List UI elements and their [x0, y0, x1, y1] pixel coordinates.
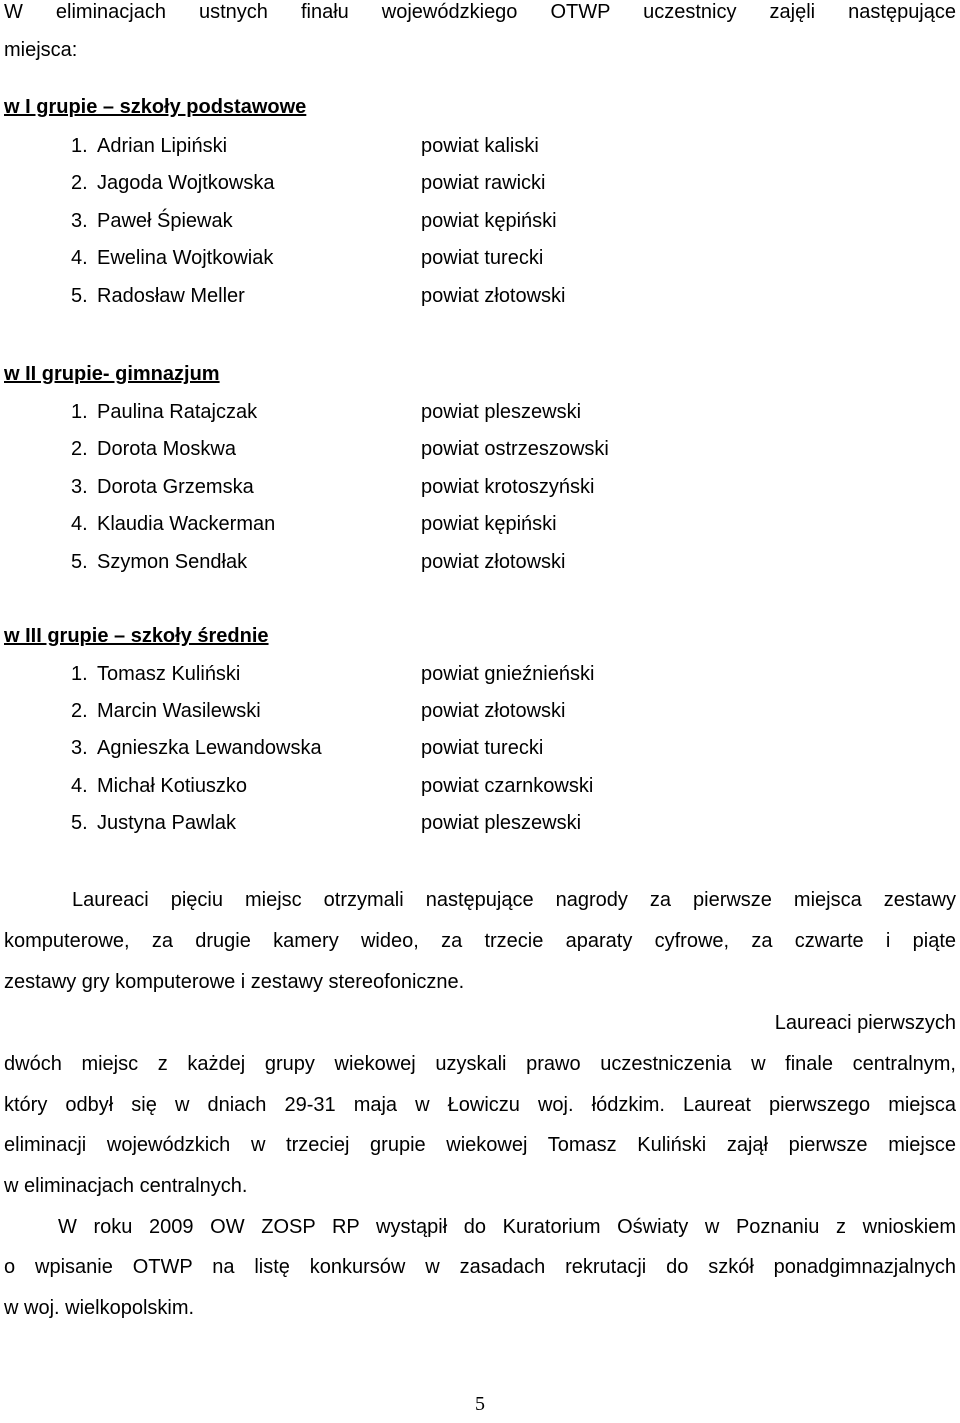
list-item — [0, 400, 960, 424]
place-number: 5. — [71, 285, 88, 307]
list-item — [0, 662, 960, 686]
list-item — [0, 209, 960, 233]
curatorium-line-3: w woj. wielkopolskim. — [4, 1297, 195, 1319]
place-number: 2. — [71, 438, 88, 460]
prizes-line-2: komputerowe, za drugie kamery wideo, za trzecie aparaty cyfrowe, za czwarte i piąte — [4, 930, 956, 952]
participant-county: powiat gnieźnieński — [421, 663, 595, 685]
participant-name: Radosław Meller — [97, 285, 245, 307]
participant-county: powiat kępiński — [421, 513, 557, 535]
list-item — [0, 246, 960, 270]
intro-line-1: W eliminacjach ustnych finału wojewódzkiego OTWP uczestnicy zajęli następujące — [4, 1, 956, 23]
curatorium-line-2: o wpisanie OTWP na listę konkursów w zasadach rekrutacji do szkół ponadgimnazjalnych — [4, 1256, 956, 1278]
list-item — [0, 512, 960, 536]
participant-county: powiat ostrzeszowski — [421, 438, 609, 460]
finals-line-3: który odbył się w dniach 29-31 maja w Łowiczu woj. łódzkim. Laureat pierwszego miejsca — [4, 1094, 956, 1116]
finals-line-1: Laureaci pierwszych — [774, 1012, 956, 1034]
list-item — [0, 284, 960, 308]
finals-line-4: eliminacji wojewódzkich w trzeciej grupie wiekowej Tomasz Kuliński zajął pierwsze miejsce — [4, 1134, 956, 1156]
group-2-heading: w II grupie- gimnazjum — [4, 363, 220, 385]
participant-name: Adrian Lipiński — [97, 135, 228, 157]
participant-county: powiat kępiński — [421, 210, 557, 232]
participant-county: powiat pleszewski — [421, 812, 582, 834]
place-number: 4. — [71, 775, 88, 797]
place-number: 3. — [71, 476, 88, 498]
group-3-heading: w III grupie – szkoły średnie — [4, 625, 269, 647]
participant-name: Ewelina Wojtkowiak — [97, 247, 274, 269]
intro-line-2: miejsca: — [4, 39, 78, 61]
participant-county: powiat turecki — [421, 247, 544, 269]
participant-name: Dorota Moskwa — [97, 438, 236, 460]
list-item — [0, 550, 960, 574]
curatorium-line-1: W roku 2009 OW ZOSP RP wystąpił do Kuratorium Oświaty w Poznaniu z wnioskiem — [58, 1216, 956, 1238]
participant-name: Dorota Grzemska — [97, 476, 254, 498]
list-item — [0, 736, 960, 760]
place-number: 1. — [71, 401, 88, 423]
participant-name: Michał Kotiuszko — [97, 775, 248, 797]
participant-name: Klaudia Wackerman — [97, 513, 276, 535]
place-number: 2. — [71, 172, 88, 194]
participant-name: Marcin Wasilewski — [97, 700, 261, 722]
list-item — [0, 475, 960, 499]
participant-name: Tomasz Kuliński — [97, 663, 241, 685]
place-number: 2. — [71, 700, 88, 722]
participant-name: Jagoda Wojtkowska — [97, 172, 275, 194]
participant-name: Szymon Sendłak — [97, 551, 248, 573]
prizes-line-3: zestawy gry komputerowe i zestawy stereofoniczne. — [4, 971, 465, 993]
participant-county: powiat czarnkowski — [421, 775, 594, 797]
place-number: 1. — [71, 663, 88, 685]
page-number: 5 — [475, 1393, 485, 1415]
place-number: 1. — [71, 135, 88, 157]
place-number: 5. — [71, 551, 88, 573]
place-number: 3. — [71, 210, 88, 232]
participant-county: powiat złotowski — [421, 700, 566, 722]
place-number: 4. — [71, 513, 88, 535]
participant-county: powiat turecki — [421, 737, 544, 759]
place-number: 3. — [71, 737, 88, 759]
place-number: 5. — [71, 812, 88, 834]
participant-name: Paulina Ratajczak — [97, 401, 258, 423]
participant-name: Paweł Śpiewak — [97, 210, 233, 232]
list-item — [0, 437, 960, 461]
place-number: 4. — [71, 247, 88, 269]
list-item — [0, 134, 960, 158]
participant-name: Justyna Pawlak — [97, 812, 236, 834]
participant-county: powiat krotoszyński — [421, 476, 595, 498]
prizes-line-1: Laureaci pięciu miejsc otrzymali następujące nagrody za pierwsze miejsca zestawy — [72, 889, 956, 911]
participant-county: powiat kaliski — [421, 135, 539, 157]
participant-county: powiat złotowski — [421, 285, 566, 307]
list-item — [0, 699, 960, 723]
finals-line-5: w eliminacjach centralnych. — [4, 1175, 248, 1197]
list-item — [0, 171, 960, 195]
participant-county: powiat złotowski — [421, 551, 566, 573]
list-item — [0, 811, 960, 835]
participant-county: powiat rawicki — [421, 172, 546, 194]
finals-line-2: dwóch miejsc z każdej grupy wiekowej uzyskali prawo uczestniczenia w finale centralnym, — [4, 1053, 956, 1075]
group-1-heading: w I grupie – szkoły podstawowe — [4, 96, 307, 118]
participant-name: Agnieszka Lewandowska — [97, 737, 322, 759]
participant-county: powiat pleszewski — [421, 401, 582, 423]
list-item — [0, 774, 960, 798]
